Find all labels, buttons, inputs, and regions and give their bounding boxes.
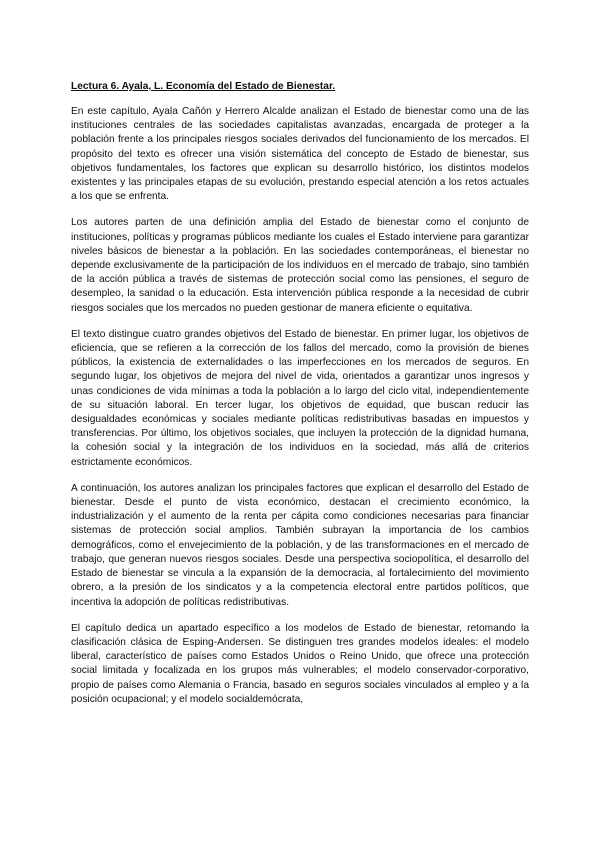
paragraph-introduction: En este capítulo, Ayala Cañón y Herrero Alcalde analizan el Estado de bienestar como una de las instituciones centrales de las sociedades capitalistas avanzadas, encargada de proteger a la población frente a los principales riesgos sociales derivados del funcionamiento de los mercados. El propósito del texto es ofrecer una visión sistemática del concepto de Estado de bienestar, sus objetivos fundamentales, los factores que explican su desarrollo histórico, los distintos modelos existentes y las principales etapas de su evolución, prestando especial atención a los retos actuales a los que se enfrenta. <box>71 106 529 203</box>
document-title: Lectura 6. Ayala, L. Economía del Estado de Bienestar. <box>71 81 336 92</box>
paragraph-welfare-models: El capítulo dedica un apartado específico a los modelos de Estado de bienestar, retomando la clasificación clásica de Esping-Andersen. Se distinguen tres grandes modelos ideales: el modelo liberal, característico de países como Estados Unidos o Reino Unido, que ofrece una protección social limitada y focalizada en los grupos más vulnerables; el modelo conservador-corporativo, propio de países como Alemania o Francia, basado en seguros sociales vinculados al empleo y a la posición ocupacional; y el modelo socialdemócrata, <box>71 622 529 705</box>
paragraph-definition: Los autores parten de una definición amplia del Estado de bienestar como el conjunto de instituciones, políticas y programas públicos mediante los cuales el Estado interviene para garantizar niveles básicos de bienestar a la población. En las sociedades contemporáneas, el bienestar no depende exclusivamente de la participación de los individuos en el mercado de trabajo, sino también de la acción pública a través de sistemas de protección social como las pensiones, el seguro de desempleo, la sanidad o la educación. Esta intervención pública responde a la necesidad de cubrir riesgos sociales que los mercados no pueden gestionar de manera eficiente o equitativa. <box>71 217 529 314</box>
paragraph-development-factors: A continuación, los autores analizan los principales factores que explican el desarrollo del Estado de bienestar. Desde el punto de vista económico, destacan el crecimiento económico, la industrialización y el aumento de la renta per cápita como condiciones necesarias para financiar sistemas de protección social amplios. También subrayan la importancia de los cambios demográficos, como el envejecimiento de la población, y de las transformaciones en el mercado de trabajo, que generan nuevos riesgos sociales. Desde una perspectiva sociopolítica, el desarrollo del Estado de bienestar se vincula a la expansión de la democracia, al fortalecimiento del movimiento obrero, a la presión de los sindicatos y a la competencia electoral entre partidos políticos, que incentiva la adopción de políticas redistributivas. <box>71 482 529 608</box>
paragraph-objectives: El texto distingue cuatro grandes objetivos del Estado de bienestar. En primer lugar, los objetivos de eficiencia, que se refieren a la corrección de los fallos del mercado, como la provisión de bienes públicos, la existencia de externalidades o las imperfecciones en los mercados de seguros. En segundo lugar, los objetivos de mejora del nivel de vida, orientados a garantizar unos ingresos y unas condiciones de vida mínimas a toda la población a lo largo del ciclo vital, independientemente de su situación laboral. En tercer lugar, los objetivos de equidad, que buscan reducir las desigualdades económicas y sociales mediante políticas redistributivas basadas en impuestos y transferencias. Por último, los objetivos sociales, que incluyen la protección de la dignidad humana, la cohesión social y la integración de los individuos en la sociedad, más allá de criterios estrictamente económicos. <box>71 328 529 468</box>
